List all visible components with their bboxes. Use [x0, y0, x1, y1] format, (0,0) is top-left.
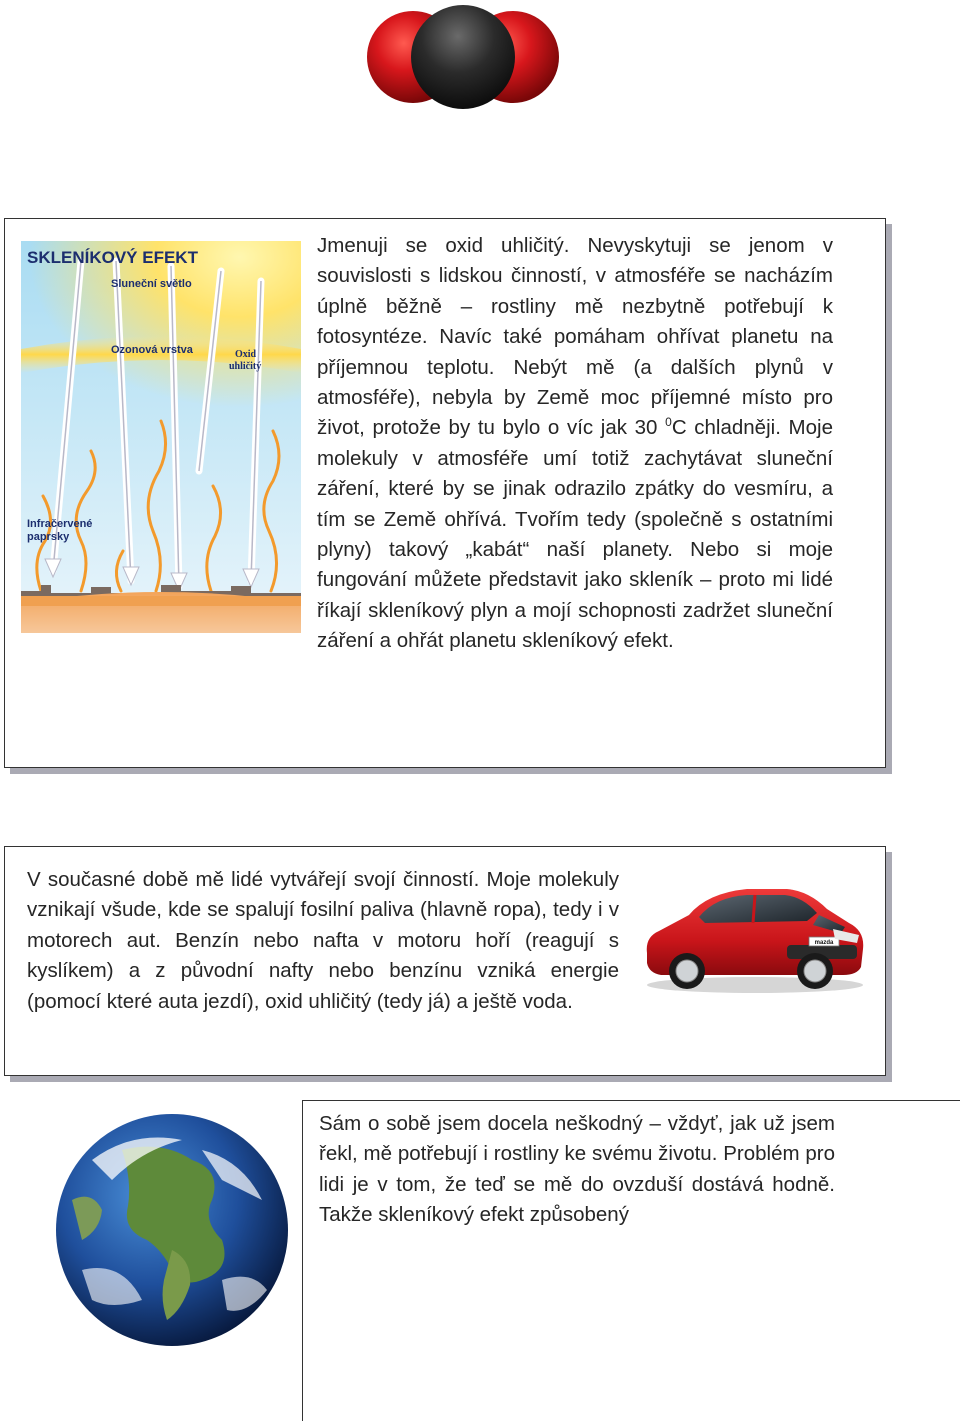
red-car-image	[637, 875, 869, 999]
diagram-title: SKLENÍKOVÝ EFEKT	[27, 248, 198, 267]
diagram-infrared-label-2: paprsky	[27, 531, 70, 543]
greenhouse-info-box	[4, 218, 886, 768]
emissions-paragraph: V současné době mě lidé vytvářejí svojí činností. Moje molekuly vznikají všude, kde se spalují fosilní paliva (hlavně ropa), tedy i v motorech aut. Benzín nebo nafta v motoru hoří (reagují s kyslíkem) a z původní nafty nebo benzínu vzniká energie (pomocí které auta jezdí), oxid uhličitý (tedy já) a ještě voda.	[27, 868, 619, 1013]
co2-molecule-image	[366, 0, 560, 118]
harmless-paragraph: Sám o sobě jsem docela neškodný – vždyť, jak už jsem řekl, mě potřebují i rostliny ke svému životu. Problém pro lidi je v tom, že teď se mě do ovzduší dostává hodně. Takže skleníkový efekt způsobený	[319, 1112, 835, 1227]
license-plate: mazda	[814, 940, 834, 946]
degree-superscript: 0	[665, 415, 672, 430]
harmless-info-box	[302, 1100, 960, 1421]
diagram-ozone-label: Ozonová vrstva	[111, 344, 193, 356]
diagram-co2-label-2: uhličitý	[229, 361, 262, 372]
intro-paragraph: Jmenuji se oxid uhličitý. Nevyskytuji se jenom v souvislosti s lidskou činností, v atmosféře se nacházím úplně běžně – rostliny mě nezbytně potřebují k fotosyntéze. Navíc také pomáham ohřívat planetu na příjemnou teplotu. Nebýt mě (a dalších plynů v atmosféře), nebyla by Země moc příjemné místo pro život, protože by tu bylo o víc jak 30 $^0$C chladněji. Moje molekuly v atmosféře umí totiž zachytávat sluneční záření, které by se jinak odrazilo zpátky do vesmíru, a tím se Země ohřívá. Tvořím tedy (společně s ostatními plyny) takový „kabát“ naší planety. Nebo si moje fungování můžete představit jako skleník – proto mi lidé říkají skleníkový plyn a mojí schopnosti zadržet sluneční záření a ohřát planetu skleníkový efekt.	[317, 234, 833, 653]
diagram-infrared-label: Infračervené	[27, 518, 93, 530]
diagram-co2-label: Oxid	[235, 349, 257, 360]
diagram-sunlight-label: Sluneční světlo	[111, 278, 192, 290]
car-emissions-box	[4, 846, 886, 1076]
earth-globe-image	[52, 1110, 292, 1350]
